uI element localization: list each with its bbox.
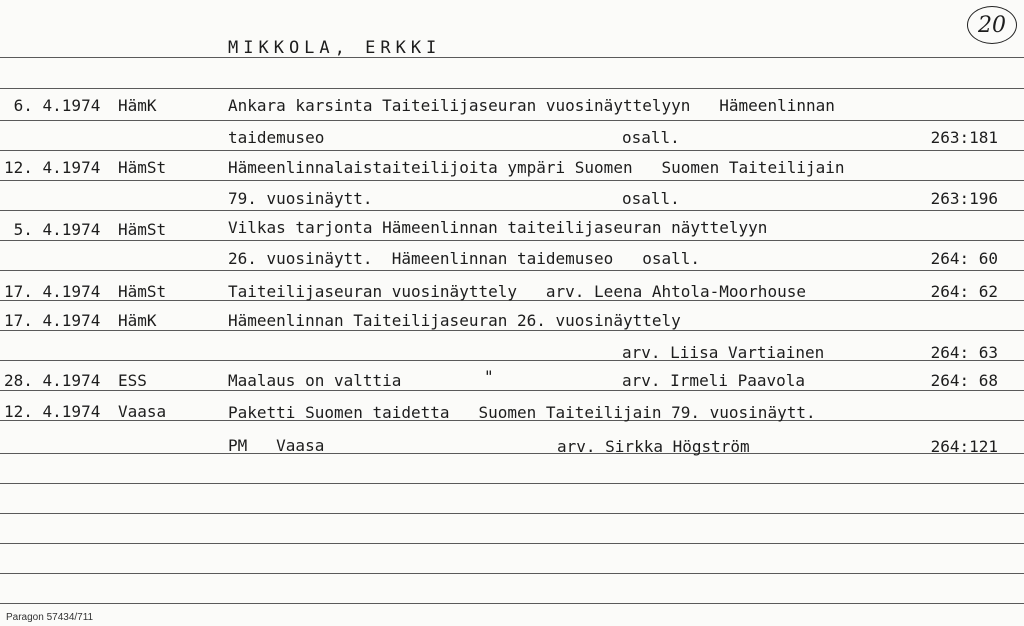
entry-date: 28. 4.1974 [4,371,101,390]
entry-role: osall. [622,189,680,208]
ditto-mark: " [484,367,494,386]
entry-reference: 264: 62 [930,282,998,301]
entry-source: ESS [118,371,147,390]
rule-line [0,180,1024,181]
entry-reference: 263:196 [930,189,998,208]
entry-detail: PM Vaasa [228,436,325,455]
rule-line [0,513,1024,514]
rule-line [0,120,1024,121]
entry-date: 12. 4.1974 [4,158,101,177]
entry-reference: 264: 60 [930,249,998,268]
rule-line [0,543,1024,544]
rule-line [0,390,1024,391]
entry-reference: 263:181 [930,128,998,147]
page-number: 20 [978,12,1006,38]
rule-line [0,210,1024,211]
entry-date: 17. 4.1974 [4,282,101,301]
entry-source: HämSt [118,220,167,239]
entry-reviewer: arv. Irmeli Paavola [622,371,806,390]
printer-imprint: Paragon 57434/711 [6,612,94,623]
entry-reviewer: arv. Sirkka Högström [557,437,750,456]
rule-line [0,573,1024,574]
rule-line [0,453,1024,454]
entry-date: 12. 4.1974 [4,402,101,421]
rule-line [0,270,1024,271]
entry-date: 6. 4.1974 [4,96,101,115]
entry-title: Hämeenlinnalaistaiteilijoita ympäri Suomen Suomen Taiteilijain [228,158,845,177]
entry-source: HämK [118,311,157,330]
page-number-circle [967,6,1017,44]
entry-detail: taidemuseo [228,128,325,147]
entry-reference: 264: 68 [930,371,998,390]
entry-detail: 79. vuosinäytt. [228,189,373,208]
entry-reviewer: arv. Liisa Vartiainen [622,343,825,362]
entry-detail: 26. vuosinäytt. Hämeenlinnan taidemuseo osall. [228,249,701,268]
entry-date: 5. 4.1974 [4,220,101,239]
entry-source: HämSt [118,282,167,301]
entry-title: Taiteilijaseuran vuosinäyttely arv. Leena Ahtola-Moorhouse [228,282,806,301]
entry-role: osall. [622,128,680,147]
entry-title: Paketti Suomen taidetta Suomen Taiteilijain 79. vuosinäytt. [228,403,816,422]
entry-title: Ankara karsinta Taiteilijaseuran vuosinäyttelyyn Hämeenlinnan [228,96,835,115]
rule-line [0,603,1024,604]
rule-line [0,150,1024,151]
rule-line [0,88,1024,89]
entry-title: Maalaus on valttia [228,371,402,390]
entry-source: HämSt [118,158,167,177]
person-name: MIKKOLA, ERKKI [228,38,442,58]
rule-line [0,240,1024,241]
entry-source: Vaasa [118,402,167,421]
entry-title: Vilkas tarjonta Hämeenlinnan taiteilijaseuran näyttelyyn [228,218,768,237]
entry-date: 17. 4.1974 [4,311,101,330]
rule-line [0,360,1024,361]
rule-line [0,57,1024,58]
entry-source: HämK [118,96,157,115]
entry-reference: 264: 63 [930,343,998,362]
entry-title: Hämeenlinnan Taiteilijaseuran 26. vuosinäyttely [228,311,681,330]
entry-reference: 264:121 [930,437,998,456]
rule-line [0,483,1024,484]
